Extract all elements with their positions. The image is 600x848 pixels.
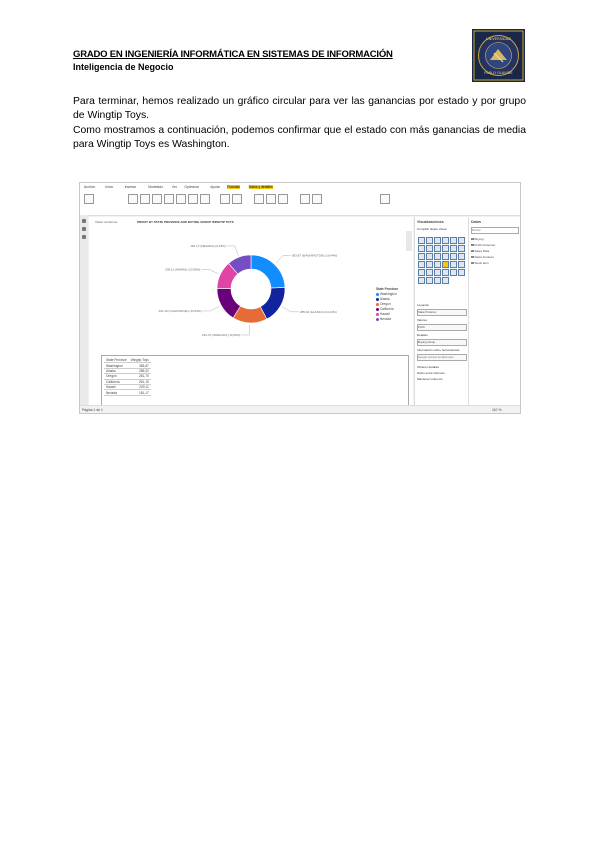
cell-value: 383,87 (129, 363, 151, 368)
ribbon (80, 191, 520, 216)
visual-type-icon (458, 245, 465, 252)
legend-swatch (376, 313, 379, 316)
menu-tab: Modelado (148, 185, 164, 189)
table-view-icon (82, 227, 86, 231)
cell-state: Alaska (104, 368, 129, 373)
legend-title: State Province (376, 287, 399, 291)
field-table-item (471, 255, 494, 259)
new-measure-icon (300, 194, 310, 204)
leader-line (241, 325, 249, 335)
leader-line (282, 307, 299, 312)
paragraph-intro: Para terminar, hemos realizado un gráfico circular para ver las ganancias por estado y por grupo de Wingtip Toys. (73, 96, 526, 121)
legend-well (417, 309, 467, 316)
svg-text:UNIVERSIDAD: UNIVERSIDAD (486, 37, 511, 41)
cell-value: 261,19 (129, 379, 151, 384)
left-nav (80, 215, 88, 405)
course-subtitle: Inteligencia de Negocio (73, 62, 174, 72)
legend-well-value: State Province (418, 310, 437, 314)
visual-type-icon (434, 261, 441, 268)
legend-swatch (376, 298, 379, 301)
fields-search-input (471, 227, 519, 234)
visual-type-icon (442, 237, 449, 244)
column-header-wingtip: Wingtip Toys (130, 358, 149, 363)
cross-report-label: Datos entre informes (417, 371, 445, 375)
tooltips-label: Información sobre herramientas (417, 348, 460, 352)
visual-type-icon (434, 253, 441, 260)
powerbi-screenshot (79, 182, 521, 414)
menu-tab: Formato (227, 185, 240, 189)
data-pane-title: Datos (471, 220, 481, 224)
donut-slice-washington (251, 255, 285, 288)
visual-type-icon (426, 253, 433, 260)
field-name: Sales Data (474, 249, 490, 253)
table-icon (471, 256, 474, 259)
transform-icon (220, 194, 230, 204)
legend-label: California (380, 307, 394, 311)
get-data-icon (128, 194, 138, 204)
publish-icon (380, 194, 390, 204)
visual-type-icon (418, 261, 425, 268)
slice-label: 181,17 (NEVADA) (9,18%) (190, 243, 226, 248)
legend-label: Nevada (380, 317, 391, 321)
enter-data-icon (176, 194, 186, 204)
degree-title: GRADO EN INGENIERÍA INFORMÁTICA EN SISTEMAS DE INFORMACIÓN (73, 49, 393, 60)
filters-tab (406, 231, 412, 251)
cell-state: Oregon (104, 374, 129, 379)
visual-type-icon (426, 245, 433, 252)
excel-icon (140, 194, 150, 204)
field-name: Profit Customer (474, 243, 496, 247)
details-well (417, 339, 467, 346)
details-well-label: Detalles (417, 333, 428, 337)
more-visuals-icon (278, 194, 288, 204)
cell-value: 261,70 (129, 374, 151, 379)
visual-type-icon (458, 237, 465, 244)
dataverse-icon (188, 194, 198, 204)
visual-type-icon (434, 245, 441, 252)
chart-title: PROFIT BY STATE PROVINCE AND BUYING GROUP WINGTIP TOYS (137, 220, 234, 224)
quick-measure-icon (312, 194, 322, 204)
visual-type-icon (450, 269, 457, 276)
legend-label: Alaska (380, 297, 390, 301)
details-well-value: Buying Group (418, 340, 436, 344)
table-icon (471, 238, 474, 241)
visual-type-icon (418, 237, 425, 244)
cell-value: 285,02 (129, 368, 151, 373)
legend-swatch (376, 308, 379, 311)
slice-label: 261,70 (OREGON) (13,26%) (202, 332, 241, 337)
zoom-level: 110 % (492, 408, 502, 412)
leader-line (276, 256, 291, 263)
visual-type-icon (426, 277, 433, 284)
visual-type-icon (450, 245, 457, 252)
visual-type-icon (442, 253, 449, 260)
legend-label: Washington (380, 292, 397, 296)
field-table-item (471, 237, 484, 241)
visual-type-icon (450, 253, 457, 260)
cell-state: California (104, 379, 129, 384)
leader-line (203, 306, 220, 311)
slice-label: 209,11 (HAWAII) (10,59%) (165, 267, 201, 272)
cell-state: Hawaii (104, 384, 129, 389)
report-view-icon (82, 219, 86, 223)
field-name: Sales Invoices (474, 255, 494, 259)
field-name: Buying (474, 237, 484, 241)
values-well (417, 324, 467, 331)
page-indicator: Página 1 de 1 (82, 408, 103, 412)
menu-tab: Ver (171, 185, 177, 189)
visual-type-icon (442, 277, 449, 284)
legend-swatch (376, 303, 379, 306)
visual-type-icon (418, 269, 425, 276)
svg-text:PABLO OLAVIDE: PABLO OLAVIDE (484, 71, 513, 75)
cell-value: 181,17 (129, 390, 151, 395)
onelake-icon (152, 194, 162, 204)
visual-type-icon (434, 269, 441, 276)
visualizations-pane (414, 217, 468, 405)
menu-tab: Archivo (84, 185, 96, 189)
cell-state: Nevada (104, 390, 129, 395)
paragraph-conclusion: Como mostramos a continuación, podemos confirmar que el estado con más ganancias de media para Wingtip Toys es Washington. (73, 125, 526, 150)
visual-type-icon (442, 261, 449, 268)
field-table-item (471, 249, 489, 253)
legend-swatch (376, 293, 379, 296)
back-link: Volver al informe (95, 220, 118, 224)
refresh-icon (232, 194, 242, 204)
status-bar (80, 405, 520, 414)
tooltips-placeholder: Agregar campos de datos aquí (418, 356, 454, 359)
report-canvas (89, 217, 413, 405)
table-icon (471, 244, 474, 247)
visual-type-icon (458, 269, 465, 276)
menu-tab: Ayuda (210, 185, 220, 189)
visual-type-icon (442, 269, 449, 276)
menu-tab: Inicio (105, 185, 114, 189)
cell-value: 209,11 (129, 384, 151, 389)
visual-type-icon (426, 237, 433, 244)
legend-label: Hawaii (380, 312, 390, 316)
model-view-icon (82, 235, 86, 239)
keep-filters-label: Mantener todos los (417, 377, 443, 381)
legend-item (376, 317, 398, 322)
visual-type-icon (442, 245, 449, 252)
visual-type-icon (426, 261, 433, 268)
drillthrough-label: Obtener detalles (417, 365, 440, 369)
text-box-icon (266, 194, 276, 204)
legend-label: Oregon (380, 302, 391, 306)
viz-pane-title: Visualizaciones (417, 220, 444, 224)
legend-well-label: Leyenda (417, 303, 429, 307)
slice-label: 285,02 (ALASKA) (14,44%) (299, 309, 337, 314)
data-table (104, 358, 151, 396)
visual-type-icon (450, 261, 457, 268)
search-placeholder: Buscar (472, 228, 481, 232)
build-visual-label: Compilar objeto visual (417, 227, 447, 231)
slice-label: 383,87 (WASHINGTON) (19,44%) (291, 253, 338, 258)
values-well-value: Profit (418, 325, 425, 329)
visual-type-icon (418, 245, 425, 252)
visual-type-icon (418, 277, 425, 284)
table-icon (471, 262, 474, 265)
field-table-item (471, 243, 495, 247)
values-well-label: Valores (417, 318, 427, 322)
leader-line (201, 270, 218, 274)
visual-type-icon (434, 237, 441, 244)
leader-line (227, 246, 239, 255)
visual-type-icon (450, 237, 457, 244)
visual-type-icon (426, 269, 433, 276)
visual-type-icon (434, 277, 441, 284)
data-pane (468, 217, 521, 405)
legend-swatch (376, 318, 379, 321)
donut-chart (89, 217, 413, 355)
table-icon (471, 250, 474, 253)
menu-tab: Optimizar (184, 185, 199, 189)
recent-sources-icon (200, 194, 210, 204)
column-header-state: State Province (106, 358, 127, 363)
table-row (104, 390, 151, 395)
new-visual-icon (254, 194, 264, 204)
tooltips-well (417, 354, 467, 361)
university-logo (472, 29, 525, 82)
paste-icon (84, 194, 94, 204)
visual-type-icon (418, 253, 425, 260)
slice-label: 261,19 (CALIFORNIA) (13,23%) (158, 308, 202, 313)
menu-tab: Insertar (124, 185, 137, 189)
field-name: Stock Item (474, 261, 489, 265)
sql-icon (164, 194, 174, 204)
visual-type-icon (458, 261, 465, 268)
menu-tab: Datos y detalles (248, 185, 273, 189)
visual-type-icon (458, 253, 465, 260)
field-table-item (471, 261, 489, 265)
chart-legend (376, 287, 399, 321)
cell-state: Washington (104, 363, 129, 368)
menu-bar (80, 183, 520, 191)
